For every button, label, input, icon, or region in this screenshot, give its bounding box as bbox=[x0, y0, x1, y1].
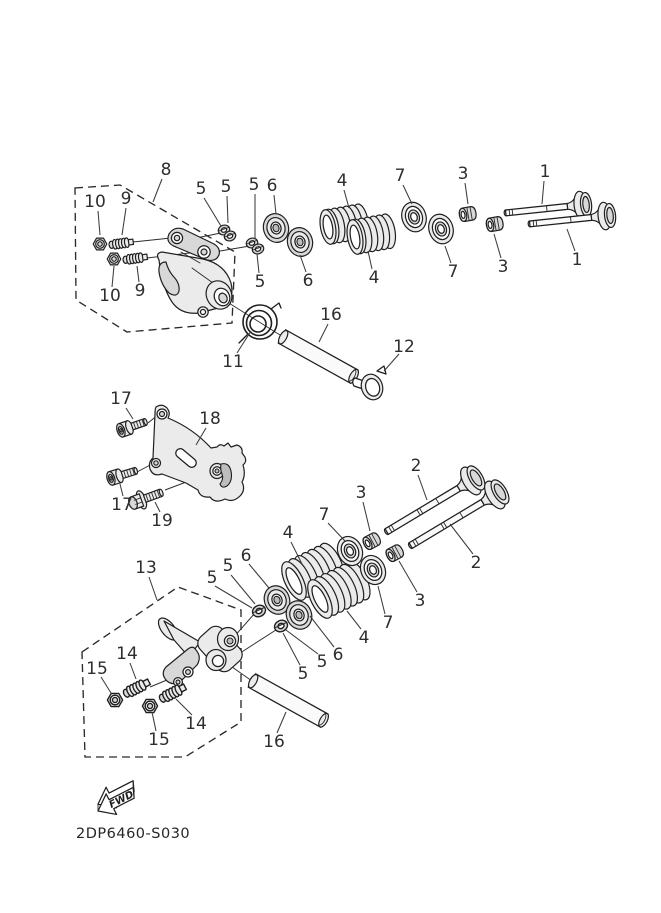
adjuster-screw-14b bbox=[158, 682, 188, 705]
callout-label-4: 4 bbox=[282, 523, 294, 543]
spring-seat-7a bbox=[398, 199, 430, 235]
leader-line-9 bbox=[122, 208, 126, 235]
callout-label-1: 1 bbox=[571, 250, 583, 270]
callout-label-5: 5 bbox=[195, 179, 207, 199]
leader-line-13 bbox=[149, 577, 157, 600]
leader-line-16 bbox=[277, 712, 286, 733]
leader-line-6 bbox=[300, 255, 306, 272]
locknut-15a bbox=[107, 693, 122, 706]
upper-assembly-group bbox=[75, 185, 617, 403]
callout-label-5: 5 bbox=[316, 652, 328, 672]
callout-label-9: 9 bbox=[134, 281, 146, 301]
valve-cotter-5f bbox=[273, 618, 290, 634]
adjuster-screw-9b bbox=[122, 252, 147, 265]
callout-label-17: 17 bbox=[110, 389, 132, 409]
leader-line-5 bbox=[227, 196, 228, 223]
callout-label-5: 5 bbox=[220, 177, 232, 197]
callout-label-8: 8 bbox=[160, 160, 172, 180]
spring-seat-7b bbox=[425, 211, 457, 247]
leader-line-5 bbox=[215, 586, 252, 608]
leader-line-6 bbox=[274, 195, 276, 214]
leader-line-6 bbox=[249, 564, 269, 588]
callout-label-5: 5 bbox=[297, 664, 309, 684]
callout-label-4: 4 bbox=[358, 628, 370, 648]
locknut-10b bbox=[107, 253, 121, 265]
leader-line-1 bbox=[567, 229, 575, 251]
callout-label-5: 5 bbox=[254, 272, 266, 292]
leader-line-6 bbox=[310, 616, 334, 647]
leader-line-14 bbox=[130, 663, 136, 679]
socket-bolt-17b bbox=[105, 464, 139, 487]
locknut-15b bbox=[142, 699, 157, 712]
valve-spring-4b bbox=[345, 213, 398, 256]
callout-label-16: 16 bbox=[263, 732, 285, 752]
leader-line-15 bbox=[101, 677, 111, 693]
callout-label-1: 1 bbox=[539, 162, 551, 182]
leader-line-8 bbox=[153, 179, 162, 202]
leader-line-15 bbox=[152, 712, 156, 731]
callout-label-2: 2 bbox=[470, 553, 482, 573]
callout-label-16: 16 bbox=[320, 305, 342, 325]
adjuster-screw-9a bbox=[108, 237, 133, 250]
callout-label-4: 4 bbox=[368, 268, 380, 288]
callout-label-10: 10 bbox=[84, 192, 106, 212]
callout-label-3: 3 bbox=[497, 257, 509, 277]
callout-label-5: 5 bbox=[248, 175, 260, 195]
adjuster-screw-14a bbox=[122, 677, 152, 700]
callout-label-10: 10 bbox=[99, 286, 121, 306]
leader-line-7 bbox=[328, 523, 345, 541]
part-number-code: 2DP6460-S030 bbox=[76, 826, 191, 842]
callout-label-6: 6 bbox=[332, 645, 344, 665]
leader-line-10 bbox=[98, 211, 100, 235]
callout-label-7: 7 bbox=[447, 262, 459, 282]
leader-line-3 bbox=[494, 234, 501, 258]
rocker-shaft-16a bbox=[277, 329, 361, 385]
leader-line-7 bbox=[378, 586, 385, 614]
leader-line-5 bbox=[231, 575, 255, 604]
valve-cotter-5e bbox=[251, 603, 268, 619]
callout-label-5: 5 bbox=[206, 568, 218, 588]
leader-line-5 bbox=[257, 254, 259, 273]
callout-label-3: 3 bbox=[414, 591, 426, 611]
leader-line-2 bbox=[418, 475, 427, 500]
callout-label-5: 5 bbox=[222, 556, 234, 576]
leader-line-4 bbox=[344, 190, 349, 208]
valve-seal-3c bbox=[361, 531, 382, 551]
locknut-10a bbox=[93, 238, 107, 250]
callout-label-15: 15 bbox=[86, 659, 108, 679]
fwd-label: FWD bbox=[107, 789, 136, 811]
callout-label-2: 2 bbox=[410, 456, 422, 476]
callout-label-14: 14 bbox=[185, 714, 207, 734]
callout-label-11: 11 bbox=[222, 352, 244, 372]
callout-label-18: 18 bbox=[199, 409, 221, 429]
callout-label-6: 6 bbox=[240, 546, 252, 566]
callout-label-7: 7 bbox=[382, 613, 394, 633]
callout-label-6: 6 bbox=[302, 271, 314, 291]
leader-line-9 bbox=[137, 266, 139, 282]
callout-label-14: 14 bbox=[116, 644, 138, 664]
leader-line-4 bbox=[368, 251, 372, 269]
callout-label-15: 15 bbox=[148, 730, 170, 750]
callout-label-12: 12 bbox=[393, 337, 415, 357]
valve-seal-3d bbox=[384, 543, 405, 563]
rocker-arm-assembly-lower bbox=[155, 615, 246, 687]
leader-line-16 bbox=[319, 324, 328, 342]
leader-line-5 bbox=[286, 630, 318, 654]
leader-line-5 bbox=[283, 633, 300, 665]
callout-label-3: 3 bbox=[457, 164, 469, 184]
callout-label-7: 7 bbox=[394, 166, 406, 186]
leader-line-14 bbox=[176, 699, 192, 715]
leader-line-3 bbox=[465, 183, 468, 204]
leader-line-2 bbox=[450, 524, 473, 554]
leader-line-3 bbox=[399, 561, 417, 592]
callout-label-17: 17 bbox=[111, 495, 133, 515]
fwd-arrow bbox=[90, 775, 143, 821]
leader-line-1 bbox=[542, 181, 544, 204]
callout-label-19: 19 bbox=[151, 511, 173, 531]
callout-label-13: 13 bbox=[135, 558, 157, 578]
leader-line-7 bbox=[403, 185, 412, 204]
callout-label-3: 3 bbox=[355, 483, 367, 503]
leader-line-5 bbox=[204, 198, 221, 226]
callout-label-9: 9 bbox=[120, 189, 132, 209]
leader-line-10 bbox=[112, 266, 114, 287]
leader-line-17 bbox=[126, 408, 133, 419]
rocker-shaft-16b bbox=[247, 673, 331, 729]
valve-seal-3a bbox=[458, 206, 477, 222]
valve-seal-3b bbox=[485, 216, 504, 232]
callout-label-4: 4 bbox=[336, 171, 348, 191]
leader-line-4 bbox=[347, 611, 361, 629]
leader-line-3 bbox=[363, 502, 370, 531]
callout-label-7: 7 bbox=[318, 505, 330, 525]
rocker-arm-assembly-upper bbox=[158, 228, 237, 317]
leader-line-7 bbox=[445, 246, 451, 263]
bracket-plate-18 bbox=[149, 405, 245, 501]
callout-label-6: 6 bbox=[266, 176, 278, 196]
